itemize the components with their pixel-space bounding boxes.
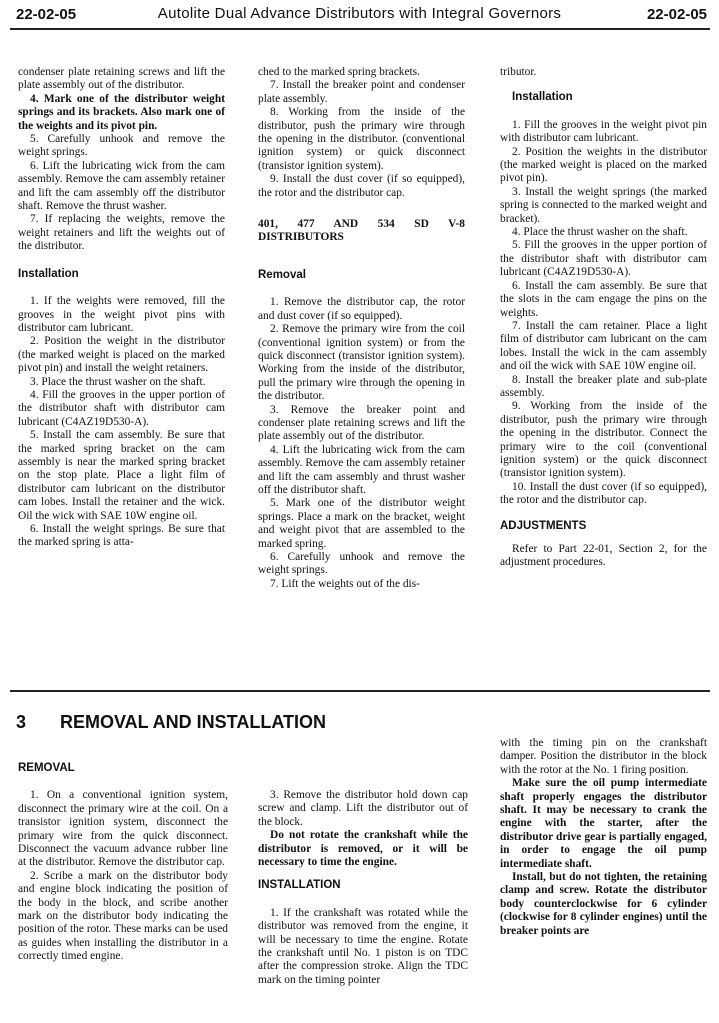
paragraph: tributor. xyxy=(500,66,537,78)
subheading-adjustments: ADJUSTMENTS xyxy=(500,519,587,532)
subheading-installation: Installation xyxy=(512,91,573,104)
paragraph: 3. Remove the distributor hold down cap screw and clamp. Lift the distributor out of the block. xyxy=(258,789,468,828)
paragraph: Refer to Part 22-01, Section 2, for the adjustment procedures. xyxy=(500,543,707,569)
page-title: Autolite Dual Advance Distributors with Integral Governors xyxy=(157,5,562,22)
column-2 xyxy=(258,66,465,591)
paragraph: 7. Install the cam retainer. Place a light film of distributor cam lubricant on the cam lobes. Install the wick in the cam assembly and oil the wick with SAE 10W engine oil. xyxy=(500,319,707,373)
paragraph: 5. Mark one of the distributor weight springs. Place a mark on the bracket, weight and weight pivot that are assembled to the marked spring. xyxy=(258,497,465,550)
paragraph: 6. Carefully unhook and remove the weight springs. xyxy=(258,551,465,577)
section-title: REMOVAL AND INSTALLATION xyxy=(60,712,326,732)
paragraph: 8. Working from the inside of the distributor, push the primary wire through the opening in the distributor. (conventional ignition system) or quick disconnect (transistor ignition system). xyxy=(258,106,465,172)
paragraph: 2. Remove the primary wire from the coil (conventional ignition system) or from the quick disconnect (transistor ignition system). Working from the inside of the distributor, pull the primary wire through the opening in the distributor. xyxy=(258,323,465,403)
paragraph: 6. Install the weight springs. Be sure that the marked spring is atta- xyxy=(18,523,225,549)
paragraph-bold: Do not rotate the crankshaft while the distributor is removed, or it will be necessary to time the engine. xyxy=(258,829,468,869)
paragraph: 5. Install the cam assembly. Be sure that the marked spring bracket on the cam assembly is near the marked spring bracket on the stop plate. Place a light film of distributor cam lubricant on the distributor cam lobes. Install the retainer and the wick. Oil the wick with SAE 10W engine oil. xyxy=(18,429,225,522)
column-1 xyxy=(18,66,225,550)
page-number-left: 22-02-05 xyxy=(16,6,77,23)
paragraph: 1. If the weights were removed, fill the grooves in the weight pivot pins with distributor cam lubricant. xyxy=(18,295,225,334)
paragraph: with the timing pin on the crankshaft damper. Position the distributor in the block with the rotor at the No. 1 firing position. xyxy=(500,737,707,776)
paragraph: 9. Install the dust cover (if so equipped), the rotor and the distributor cap. xyxy=(258,173,465,199)
paragraph: 2. Position the weights in the distributor (the marked weight is placed on the marked pivot pin). xyxy=(500,145,707,185)
paragraph: 4. Fill the grooves in the upper portion of the distributor shaft with distributor cam lubricant (C4AZ19D530-A). xyxy=(18,388,225,428)
page-header xyxy=(0,0,719,26)
column-6 xyxy=(500,737,707,938)
column-4 xyxy=(18,762,228,964)
paragraph-bold: 4. Mark one of the distributor weight springs and its brackets. Also mark one of the weights and its pivot pin. xyxy=(18,92,225,132)
column-3 xyxy=(500,66,707,570)
section-heading xyxy=(16,712,326,733)
paragraph: 4. Lift the lubricating wick from the cam assembly. Remove the cam assembly retainer and lift the cam assembly and thrust washer off the distributor shaft. xyxy=(258,443,465,496)
paragraph: ched to the marked spring brackets. xyxy=(258,66,420,78)
section-number: 3 xyxy=(16,712,27,732)
paragraph: 8. Install the breaker plate and sub-plate assembly. xyxy=(500,373,707,399)
paragraph: 1. Remove the distributor cap, the rotor and dust cover (if so equipped). xyxy=(258,296,465,322)
subheading-removal: REMOVAL xyxy=(18,762,75,774)
paragraph: 7. If replacing the weights, remove the weight retainers and lift the weights out of the distributor. xyxy=(18,213,225,253)
paragraph: 4. Place the thrust washer on the shaft. xyxy=(512,226,688,239)
paragraph: 1. If the crankshaft was rotated while the distributor was removed from the engine, it will be necessary to time the engine. Rotate the crankshaft until No. 1 piston is on TDC after the compression stroke. Align the TDC mark on the timing pointer xyxy=(258,906,468,986)
paragraph: 10. Install the dust cover (if so equipped), the rotor and the distributor cap. xyxy=(500,480,707,507)
paragraph-bold: Install, but do not tighten, the retaining clamp and screw. Rotate the distributor body counterclockwise for 6 cylinder (clockwise for 8 cylinder engines) until the breaker points are xyxy=(500,871,707,937)
paragraph: 1. On a conventional ignition system, disconnect the primary wire at the coil. On a transistor ignition system, disconnect the primary wire from the quick disconnect. Disconnect the vacuum advance rubber line at the distributor. Remove the distributor cap. xyxy=(18,789,228,869)
paragraph: condenser plate retaining screws and lift the plate assembly out of the distributor. xyxy=(18,66,225,92)
page-number-right: 22-02-05 xyxy=(646,6,707,23)
paragraph: 3. Install the weight springs (the marked spring is connected to the marked weight and bracket). xyxy=(500,185,707,225)
subheading-installation: INSTALLATION xyxy=(258,879,341,892)
paragraph-bold: Make sure the oil pump intermediate shaft properly engages the distributor shaft. It may be necessary to crank the engine with the starter, after the distributor drive gear is partially engaged, in order to engage the oil pump intermediate shaft. xyxy=(500,777,707,870)
paragraph: 3. Remove the breaker point and condenser plate retaining screws and lift the plate assembly out of the distributor. xyxy=(258,403,465,443)
heading-sd-distributors: 401, 477 AND 534 SD V-8 DISTRIBUTORS xyxy=(258,218,465,244)
paragraph: 9. Working from the inside of the distributor, push the primary wire through the opening in the distributor. Connect the primary wire to the coil (conventional ignition system) or the quick disconnect (transistor ignition system). xyxy=(500,400,707,480)
paragraph: 7. Lift the weights out of the dis- xyxy=(270,577,420,590)
paragraph: 5. Fill the grooves in the upper portion of the distributor shaft with distributor cam lubricant (C4AZ19D530-A). xyxy=(500,239,707,279)
paragraph: 7. Install the breaker point and condenser plate assembly. xyxy=(258,79,465,105)
paragraph: 6. Install the cam assembly. Be sure that the slots in the cam engage the pins on the weights. xyxy=(500,279,707,319)
paragraph: 2. Scribe a mark on the distributor body and engine block indicating the position of the body in the block, and scribe another mark on the distributor body indicating the position of the rotor. These marks can be used as guides when installing the distributor in a correctly timed engine. xyxy=(18,869,228,963)
subheading-installation: Installation xyxy=(18,267,79,280)
paragraph: 5. Carefully unhook and remove the weight springs. xyxy=(18,133,225,159)
header-rule xyxy=(10,28,710,30)
column-5 xyxy=(258,789,468,987)
paragraph: 1. Fill the grooves in the weight pivot pin with distributor cam lubricant. xyxy=(500,118,707,145)
paragraph: 3. Place the thrust washer on the shaft. xyxy=(30,375,206,388)
paragraph: 6. Lift the lubricating wick from the cam assembly. Remove the cam assembly retainer and lift the cam assembly off the distributor shaft. Remove the thrust washer. xyxy=(18,159,225,213)
subheading-removal: Removal xyxy=(258,268,306,281)
section-rule xyxy=(10,690,710,692)
paragraph: 2. Position the weight in the distributor (the marked weight is placed on the marked pivot pin) and install the weight retainers. xyxy=(18,335,225,375)
